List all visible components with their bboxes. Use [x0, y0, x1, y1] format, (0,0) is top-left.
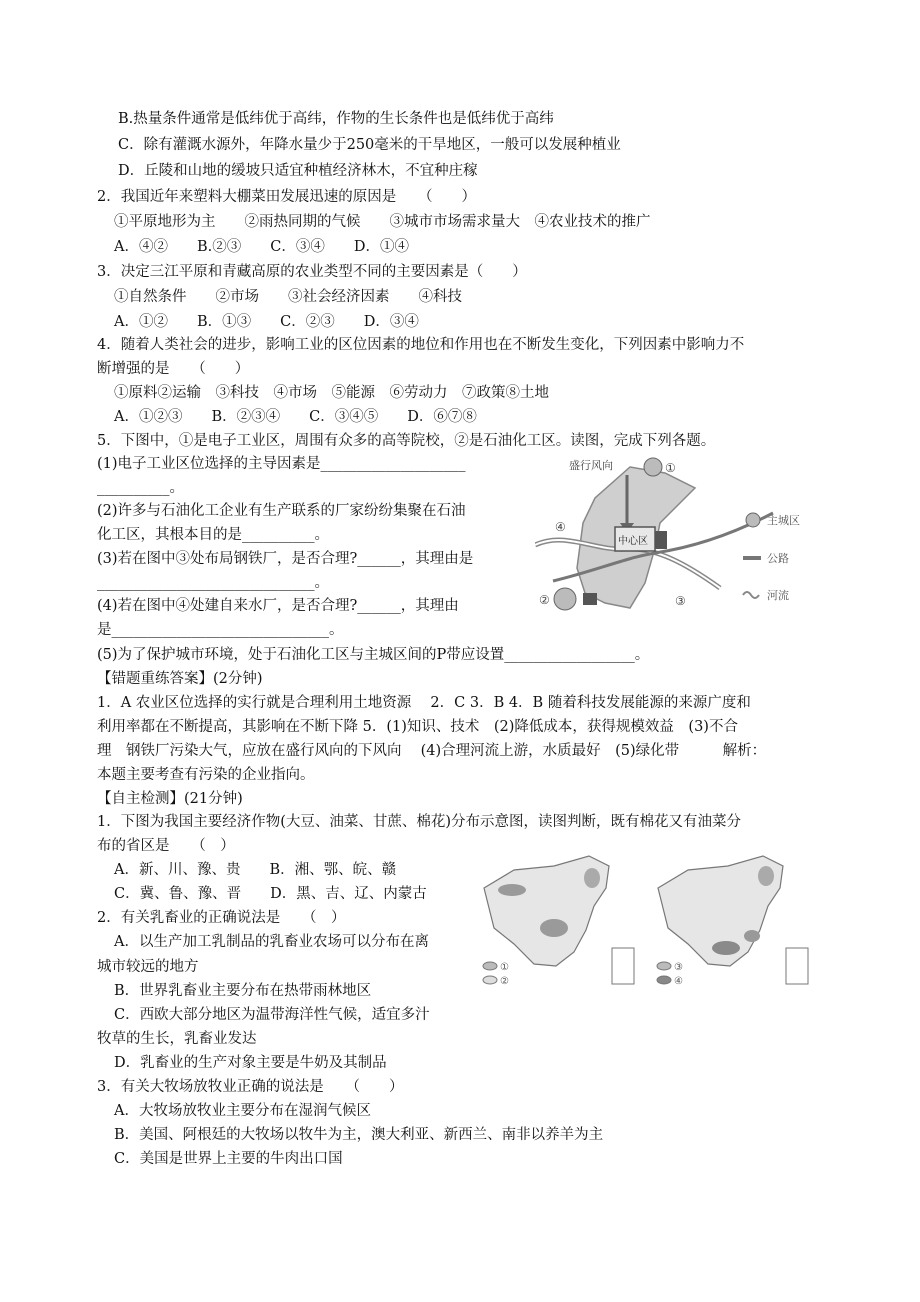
- text-line: D．乳畜业的生产对象主要是牛奶及其制品: [114, 1055, 387, 1071]
- text-line: (2)许多与石油化工企业有生产联系的厂家纷纷集聚在石油: [97, 503, 466, 519]
- question-4: 4．随着人类社会的进步，影响工业的区位因素的地位和作用也在不断发生变化，下列因素中影响力不: [97, 337, 745, 353]
- legend-river-icon: [743, 592, 759, 598]
- legend-2: ②: [500, 976, 509, 987]
- text-line: 牧草的生长，乳畜业发达: [97, 1031, 257, 1047]
- text-line: ______________________________。: [97, 575, 329, 591]
- text-line: 1．A 农业区位选择的实行就是合理利用土地资源 2．C 3．B 4．B 随着科技发展能源的来源广度和: [97, 695, 751, 711]
- center-label: 中心区: [618, 536, 648, 547]
- question-3: 3．决定三江平原和青藏高原的农业类型不同的主要因素是（ ）: [97, 264, 527, 280]
- text-line: 理 钢铁厂污染大气，应放在盛行风向的下风向 (4)合理河流上游，水质最好 (5)绿化带 解析：: [97, 743, 767, 759]
- text-line: 城市较远的地方: [97, 959, 199, 975]
- text-line: D．丘陵和山地的缓坡只适宜种植经济林木，不宜种庄稼: [118, 163, 478, 179]
- text-line: 利用率都在不断提高，其影响在不断下降 5．(1)知识、技术 (2)降低成本，获得规模效益 (3)不合: [97, 719, 738, 735]
- text-line: C．西欧大部分地区为温带海洋性气候，适宜多汁: [114, 1007, 430, 1023]
- legend-3: ③: [674, 962, 683, 973]
- section-heading: 【自主检测】(21分钟): [97, 791, 243, 807]
- zone-block: [583, 593, 597, 605]
- text-line: C．冀、鲁、豫、晋 D．黑、吉、辽、内蒙古: [114, 886, 427, 902]
- zone-1-circle: [644, 458, 662, 476]
- text-line: A．新、川、豫、贵 B．湘、鄂、皖、赣: [114, 862, 397, 878]
- text-line: B．世界乳畜业主要分布在热带雨林地区: [114, 983, 372, 999]
- text-line: (4)若在图中④处建自来水厂，是否合理?______，其理由: [97, 598, 459, 614]
- text-line: ①原料②运输 ③科技 ④市场 ⑤能源 ⑥劳动力 ⑦政策⑧土地: [114, 385, 549, 401]
- text-line: A．大牧场放牧业主要分布在湿润气候区: [114, 1103, 371, 1119]
- china-map-right: [657, 856, 808, 987]
- text-line: 断增强的是 （ ）: [97, 361, 250, 377]
- text-line: A．①②③ B．②③④ C．③④⑤ D．⑥⑦⑧: [114, 409, 477, 425]
- mark-3: ③: [675, 594, 686, 608]
- legend-city-label: 主城区: [767, 514, 800, 527]
- text-line: A．④② B.②③ C．③④ D．①④: [114, 239, 409, 255]
- text-line: B．美国、阿根廷的大牧场以牧牛为主，澳大利亚、新西兰、南非以养羊为主: [114, 1127, 604, 1143]
- text-line: (1)电子工业区位选择的主导因素是____________________: [97, 456, 466, 472]
- question-2: 2．我国近年来塑料大棚菜田发展迅速的原因是 （ ）: [97, 189, 476, 205]
- text-line: A．①② B．①③ C．②③ D．③④: [114, 314, 419, 330]
- mark-1: ①: [665, 461, 676, 475]
- legend-city-icon: [746, 513, 760, 527]
- city-map-figure: [535, 453, 835, 613]
- legend-1: ①: [500, 962, 509, 973]
- text-line: 1．下图为我国主要经济作物(大豆、油菜、甘蔗、棉花)分布示意图，读图判断，既有棉花又有油菜分: [97, 814, 742, 830]
- zone-block: [655, 531, 667, 549]
- zone-2-circle: [554, 588, 576, 610]
- mark-2: ②: [539, 593, 550, 607]
- text-line: A．以生产加工乳制品的乳畜业农场可以分布在离: [114, 934, 429, 950]
- china-crop-maps-figure: [474, 848, 834, 998]
- text-line: ①平原地形为主 ②雨热同期的气候 ③城市市场需求量大 ④农业技术的推广: [114, 214, 651, 230]
- text-line: (5)为了保护城市环境，处于石油化工区与主城区间的P带应设置__________________。: [97, 647, 650, 663]
- text-line: __________。: [97, 480, 184, 496]
- legend-road-label: 公路: [767, 552, 789, 565]
- text-line: 2．有关乳畜业的正确说法是 （ ）: [97, 910, 346, 926]
- text-line: C．美国是世界上主要的牛肉出口国: [114, 1151, 343, 1167]
- text-line: 化工区，其根本目的是__________。: [97, 527, 329, 543]
- text-line: 布的省区是 （ ）: [97, 838, 235, 854]
- text-line: B.热量条件通常是低纬优于高纬，作物的生长条件也是低纬优于高纬: [118, 111, 554, 127]
- section-heading: 【错题重练答案】(2分钟): [97, 671, 263, 687]
- text-line: C．除有灌溉水源外，年降水量少于250毫米的干旱地区，一般可以发展种植业: [118, 137, 621, 153]
- legend-4: ④: [674, 976, 683, 987]
- question-5: 5．下图中，①是电子工业区，周围有众多的高等院校，②是石油化工区。读图，完成下列各题。: [97, 433, 716, 449]
- question-3b: 3．有关大牧场放牧业正确的说法是 （ ）: [97, 1079, 404, 1095]
- china-map-left: [483, 856, 634, 987]
- wind-label: 盛行风向: [569, 459, 613, 472]
- text-line: ①自然条件 ②市场 ③社会经济因素 ④科技: [114, 289, 462, 305]
- text-line: 本题主要考查有污染的企业指向。: [97, 767, 315, 783]
- legend-river-label: 河流: [767, 589, 789, 602]
- text-line: (3)若在图中③处布局钢铁厂，是否合理?______，其理由是: [97, 551, 474, 567]
- mark-4: ④: [555, 520, 566, 534]
- text-line: 是______________________________。: [97, 622, 344, 638]
